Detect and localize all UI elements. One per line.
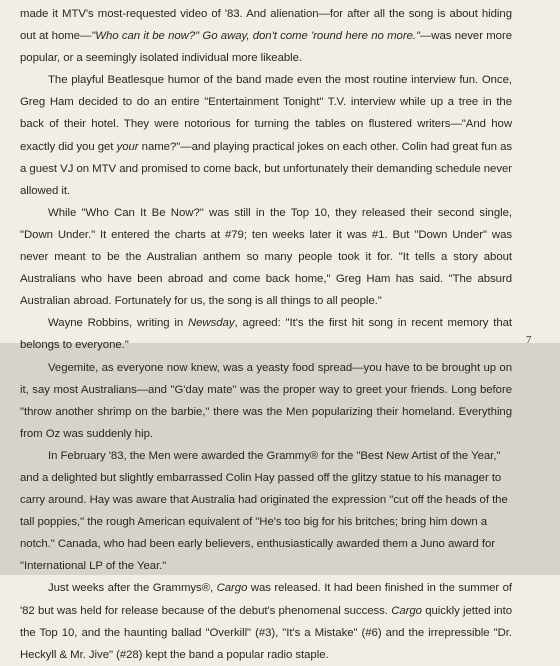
page-number: 7 [526,334,532,346]
text-run: —was never more popular, or a seemingly isolated individual more likeable. [20,30,512,65]
paragraph-cargo [20,577,512,665]
paragraph-grammy [20,445,512,578]
text-run: Wayne Robbins, writing in [48,317,188,330]
italic-text: Cargo [391,604,422,617]
text-run: quickly jetted into the Top 10, and the haunting ballad "Overkill" (#3), "It's a Mistake" (#6) and the irrepressible "Dr. Heckyll & Mr. Jive" (#28) kept the band a popular radio staple. [20,604,512,661]
text-run: While "Who Can It Be Now?" was still in the Top 10, they released their second single, "Down Under." It entered the charts at #79; ten weeks later it was #1. But "Down Under" was never meant to be the Australian anthem so many people took it for. "It tells a story about Australians who have been abroad and come back home," Greg Ham has said. "The absurd Australian abroad. Fortunately for us, the song is all things to all people." [20,206,512,308]
italic-text: Cargo [216,582,248,595]
text-run: Just weeks after the Grammys®, [48,582,217,595]
paragraph-down-under [20,202,512,312]
text-run: Vegemite, as everyone now knew, was a yeasty food spread—you have to be brought up on it, say most Australians—and "G'day mate" was the proper way to greet your friends. Long before "throw another shrimp on the barbie," there was the Men popularizing their homeland. Everything from Oz was suddenly hip. [20,361,512,440]
paragraph-beatlesque-humor [20,69,512,202]
italic-text: Newsday [187,317,235,330]
paragraph-vegemite [20,357,512,445]
italic-text: "Who can it be now?" Go away, don't come 'round here no more." [91,30,420,43]
text-run: made it MTV's most-requested video of '83. And alienation—for after all the song is about hiding out at home— [20,8,512,43]
text-run: In February '83, the Men were awarded the Grammy® for the "Best New Artist of the Year," and a delighted but slightly embarrassed Colin Hay passed off the glitzy statue to his manager to carry around. Hay was aware that Australia had originated the expression "cut off the heads of the tall poppies," the rough American equivalent of "He's too big for his britches; bring him down a notch." Canada, who had been early believers, enthusiastically awarded them a Juno award for "International LP of the Year." [20,449,508,573]
italic-text: your [116,140,139,153]
text-run: The playful Beatlesque humor of the band made even the most routine interview fun. Once, Greg Ham decided to do an entire "Entertainment Tonight" T.V. interview while up a tree in the back of their hotel. They were notorious for turning the tables on flustered writers—"And how exactly did you get [20,74,512,153]
paragraph-mtv-video [20,3,512,69]
text-run: was released. It had been finished in the summer of '82 but was held for release because of the debut's phenomenal success. [20,582,512,617]
text-run: name?"—and playing practical jokes on each other. Colin had great fun as a guest VJ on MTV and promised to come back, but unfortunately their demanding schedule never allowed it. [20,140,513,197]
paragraph-newsday-quote [20,312,512,356]
document-page [20,0,512,666]
text-run: , agreed: "It's the first hit song in recent memory that belongs to everyone." [20,317,513,352]
